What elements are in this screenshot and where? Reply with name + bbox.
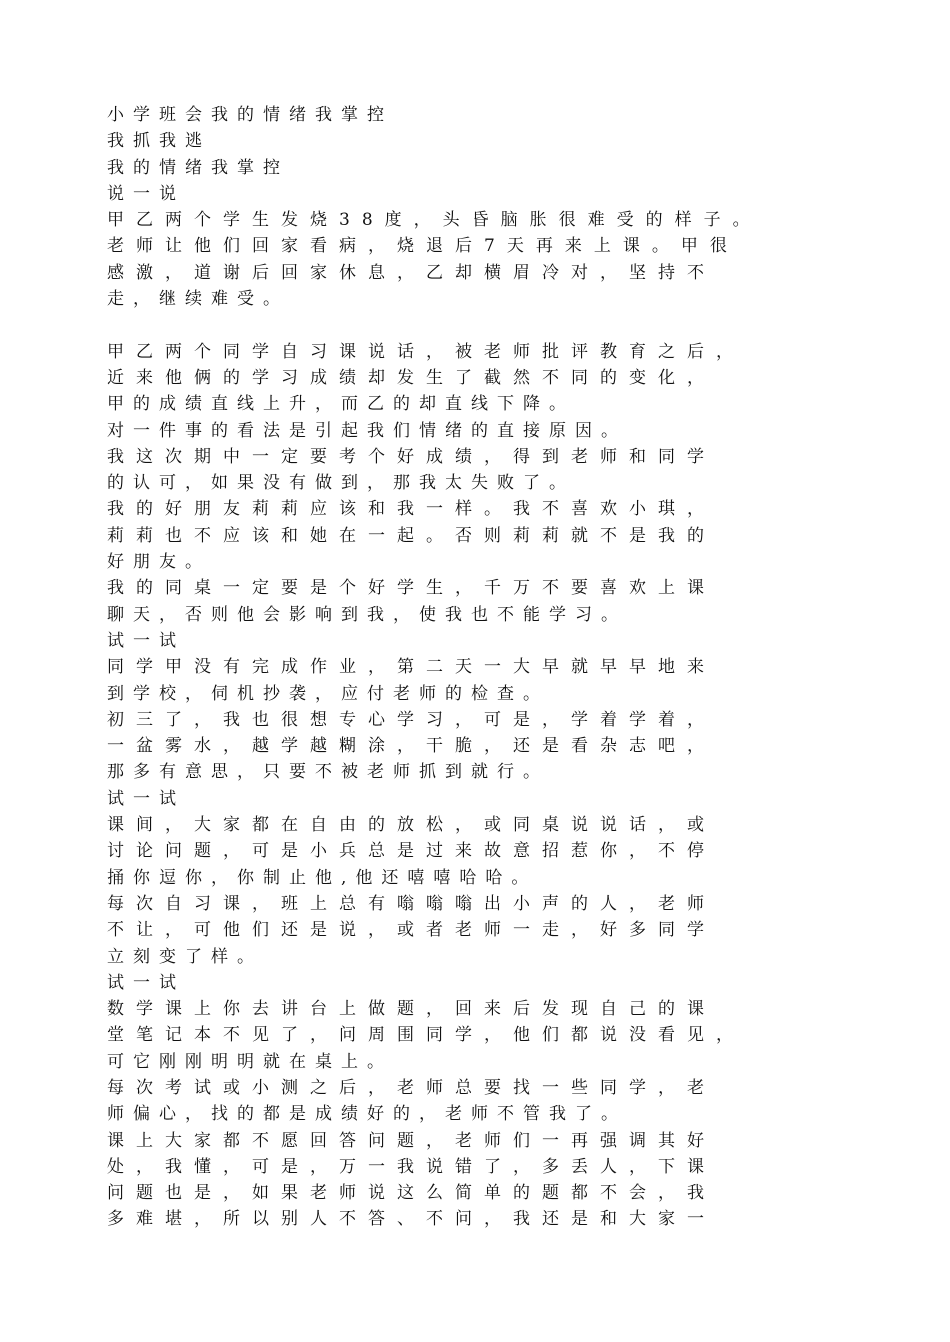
text-line: 说一说 [107, 183, 185, 204]
text-line: 试一试 [107, 788, 185, 809]
text-line: 近来他俩的学习成绩却发生了截然不同的变化， [107, 367, 716, 388]
text-line: 走，继续难受。 [107, 289, 289, 310]
text-line: 我抓我逃 [107, 131, 211, 152]
text-line: 每次考试或小测之后，老师总要找一些同学，老 [107, 1077, 716, 1098]
text-line: 聊天，否则他会影响到我，使我也不能学习。 [107, 604, 627, 625]
blank-line [107, 312, 867, 338]
text-line: 师偏心，找的都是成绩好的，老师不管我了。 [107, 1104, 627, 1125]
text-line: 到学校，伺机抄袭，应付老师的检查。 [107, 683, 549, 704]
text-line: 处，我懂，可是，万一我说错了，多丢人，下课 [107, 1156, 716, 1177]
text-line: 老师让他们回家看病，烧退后7天再来上课。甲很 [107, 236, 739, 257]
text-line: 的认可，如果没有做到，那我太失败了。 [107, 473, 575, 494]
text-line: 那多有意思，只要不被老师抓到就行。 [107, 762, 549, 783]
text-line: 可它刚刚明明就在桌上。 [107, 1051, 393, 1072]
text-line: 小学班会我的情绪我掌控 [107, 105, 393, 125]
text-line: 初三了，我也很想专心学习，可是，学着学着， [107, 709, 716, 730]
text-line: 问题也是，如果老师说这么简单的题都不会，我 [107, 1183, 716, 1204]
text-line: 同学甲没有完成作业，第二天一大早就早早地来 [107, 657, 716, 678]
text-line: 不让，可他们还是说，或者老师一走，好多同学 [107, 920, 716, 941]
text-line: 数学课上你去讲台上做题，回来后发现自己的课 [107, 999, 716, 1020]
text-line: 捅你逗你，你制止他,他还嘻嘻哈哈。 [107, 867, 538, 888]
text-line: 感激，道谢后回家休息，乙却横眉冷对，坚持不 [107, 262, 716, 283]
text-line: 课上大家都不愿回答问题，老师们一再强调其好 [107, 1130, 716, 1151]
text-line: 一盆雾水，越学越糊涂，干脆，还是看杂志吧， [107, 736, 716, 757]
text-line: 试一试 [107, 972, 185, 993]
document-body [107, 102, 867, 1233]
text-line: 甲乙两个同学自习课说话，被老师批评教育之后， [107, 341, 745, 362]
text-line: 每次自习课，班上总有嗡嗡嗡出小声的人，老师 [107, 893, 716, 914]
text-line: 立刻变了样。 [107, 946, 263, 967]
text-line: 莉莉也不应该和她在一起。否则莉莉就不是我的 [107, 525, 716, 546]
text-line: 我的同桌一定要是个好学生，千万不要喜欢上课 [107, 578, 716, 599]
text-line: 我的好朋友莉莉应该和我一样。我不喜欢小琪， [107, 499, 716, 520]
text-line: 多难堪，所以别人不答、不问，我还是和大家一 [107, 1209, 716, 1230]
text-line: 甲的成绩直线上升，而乙的却直线下降。 [107, 394, 575, 415]
text-line: 甲乙两个学生发烧38度，头昏脑胀很难受的样子。 [107, 210, 762, 231]
text-line: 课间，大家都在自由的放松，或同桌说说话，或 [107, 815, 716, 836]
text-line: 堂笔记本不见了，问周围同学，他们都说没看见， [107, 1025, 745, 1046]
text-line: 讨论问题，可是小兵总是过来故意招惹你，不停 [107, 841, 716, 862]
text-line: 对一件事的看法是引起我们情绪的直接原因。 [107, 420, 627, 441]
text-line: 我这次期中一定要考个好成绩，得到老师和同学 [107, 446, 716, 467]
text-line: 好朋友。 [107, 552, 211, 573]
text-line: 我的情绪我掌控 [107, 157, 289, 178]
text-line: 试一试 [107, 630, 185, 651]
